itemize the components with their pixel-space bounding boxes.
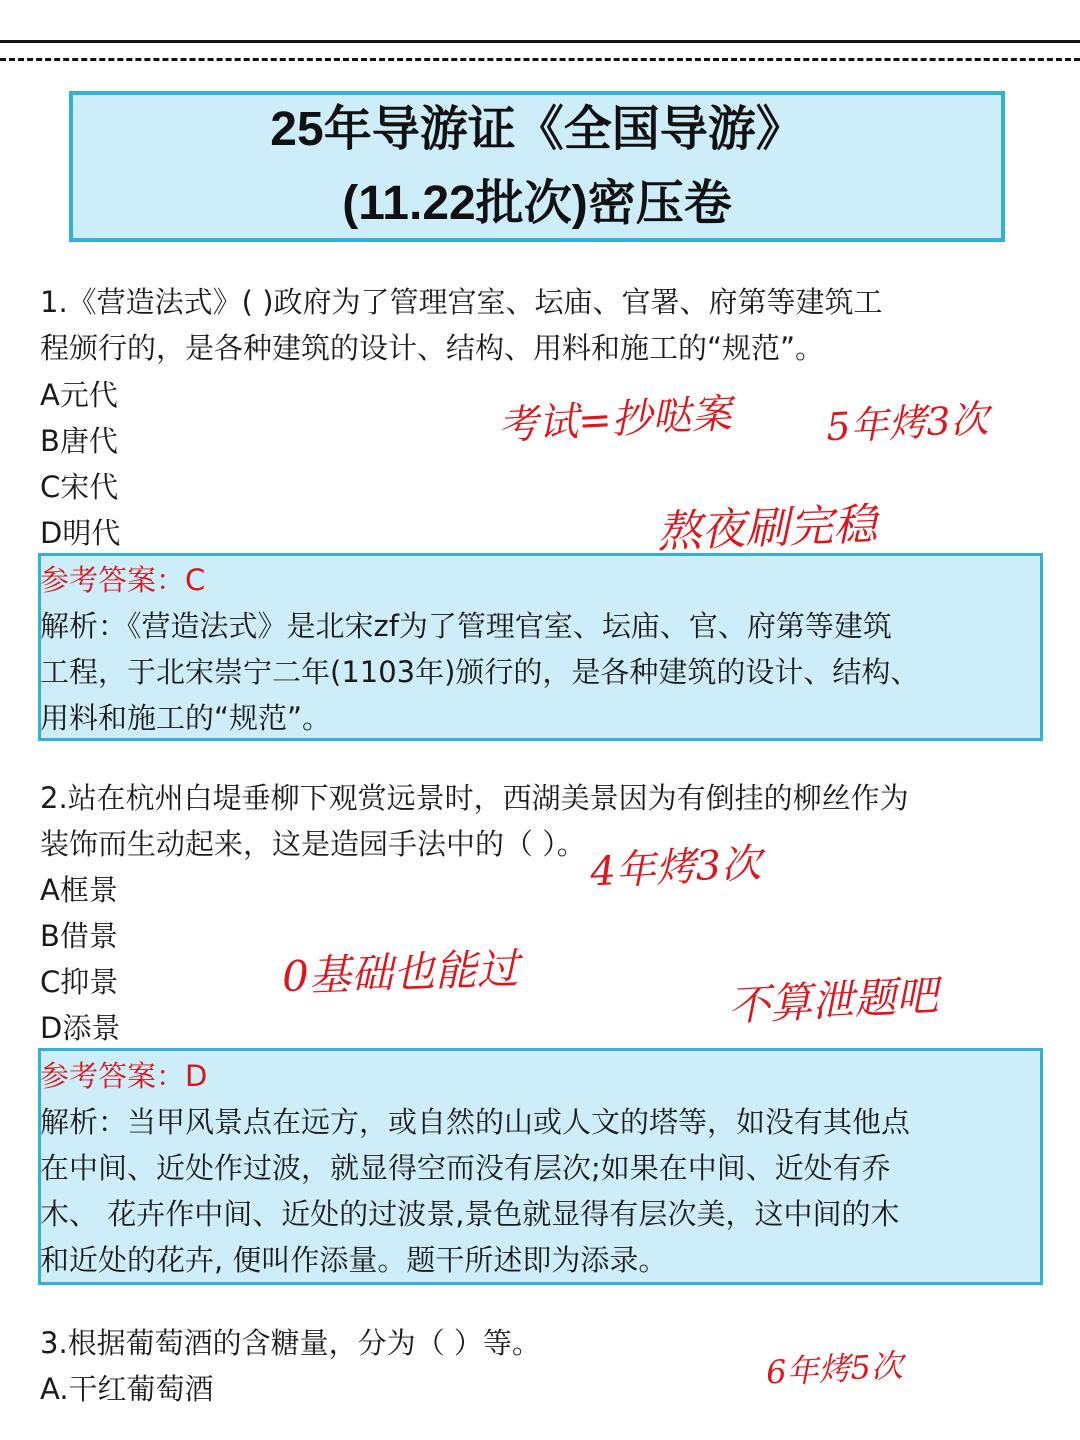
q2-option-b: B借景 (40, 919, 118, 953)
q2-stem-line-2: 装饰而生动起来，这是造园手法中的（ ）。 (40, 827, 586, 861)
q2-analysis-line-4: 和近处的花卉, 便叫作添量。题干所述即为添录。 (40, 1243, 668, 1277)
top-divider-dashed (0, 58, 1080, 61)
q1-stem-line-2: 程颁行的，是各种建筑的设计、结构、用料和施工的“规范”。 (40, 331, 825, 365)
q1-stem-line-1: 1.《营造法式》( )政府为了管理宫室、坛庙、官署、府第等建筑工 (40, 285, 883, 319)
handwritten-note-not-leak: 不算泄题吧 (726, 970, 940, 1031)
handwritten-note-copy-answers: 考试=抄哒案 (497, 390, 733, 450)
title-banner (69, 91, 1005, 242)
q2-answer: 参考答案：D (40, 1059, 208, 1093)
q1-option-d: D明代 (40, 516, 121, 550)
q1-option-b: B唐代 (40, 424, 118, 458)
q1-option-a: A元代 (40, 378, 118, 412)
q3-option-a: A.干红葡萄酒 (40, 1372, 214, 1406)
q1-analysis-line-1: 解析：《营造法式》是北宋zf为了管理官室、坛庙、官、府第等建筑 (40, 609, 892, 643)
q2-stem-line-1: 2.站在杭州白堤垂柳下观赏远景时，西湖美景因为有倒挂的柳丝作为 (40, 781, 909, 815)
q1-option-c: C宋代 (40, 470, 119, 504)
q1-analysis-line-2: 工程，于北宋崇宁二年(1103年)颁行的，是各种建筑的设计、结构、 (40, 655, 920, 689)
title-line-2: (11.22批次)密压卷 (342, 176, 732, 230)
q2-option-a: A框景 (40, 873, 118, 907)
handwritten-note-5yr-3x: 5年烤3次 (825, 396, 990, 450)
top-divider-solid (0, 40, 1080, 43)
q2-option-d: D添景 (40, 1011, 121, 1045)
q2-analysis-line-3: 木、 花卉作中间、近处的过波景,景色就显得有层次美，这中间的木 (40, 1197, 900, 1231)
q3-stem-line-1: 3.根据葡萄酒的含糖量，分为（ ）等。 (40, 1326, 541, 1360)
q1-answer: 参考答案：C (40, 563, 206, 597)
q2-option-c: C抑景 (40, 965, 119, 999)
handwritten-note-stay-up: 熬夜刷完稳 (656, 499, 878, 558)
q2-analysis-line-1: 解析：当甲风景点在远方，或自然的山或人文的塔等，如没有其他点 (40, 1105, 911, 1139)
handwritten-note-6yr-5x: 6年烤5次 (765, 1346, 904, 1392)
q2-analysis-line-2: 在中间、近处作过波，就显得空而没有层次;如果在中间、近处有乔 (40, 1151, 891, 1185)
handwritten-note-zero-basis: 0基础也能过 (281, 943, 520, 1002)
title-line-1: 25年导游证《全国导游》 (270, 102, 804, 156)
q1-analysis-line-3: 用料和施工的“规范”。 (40, 701, 332, 735)
handwritten-note-4yr-3x: 4年烤3次 (589, 840, 763, 896)
